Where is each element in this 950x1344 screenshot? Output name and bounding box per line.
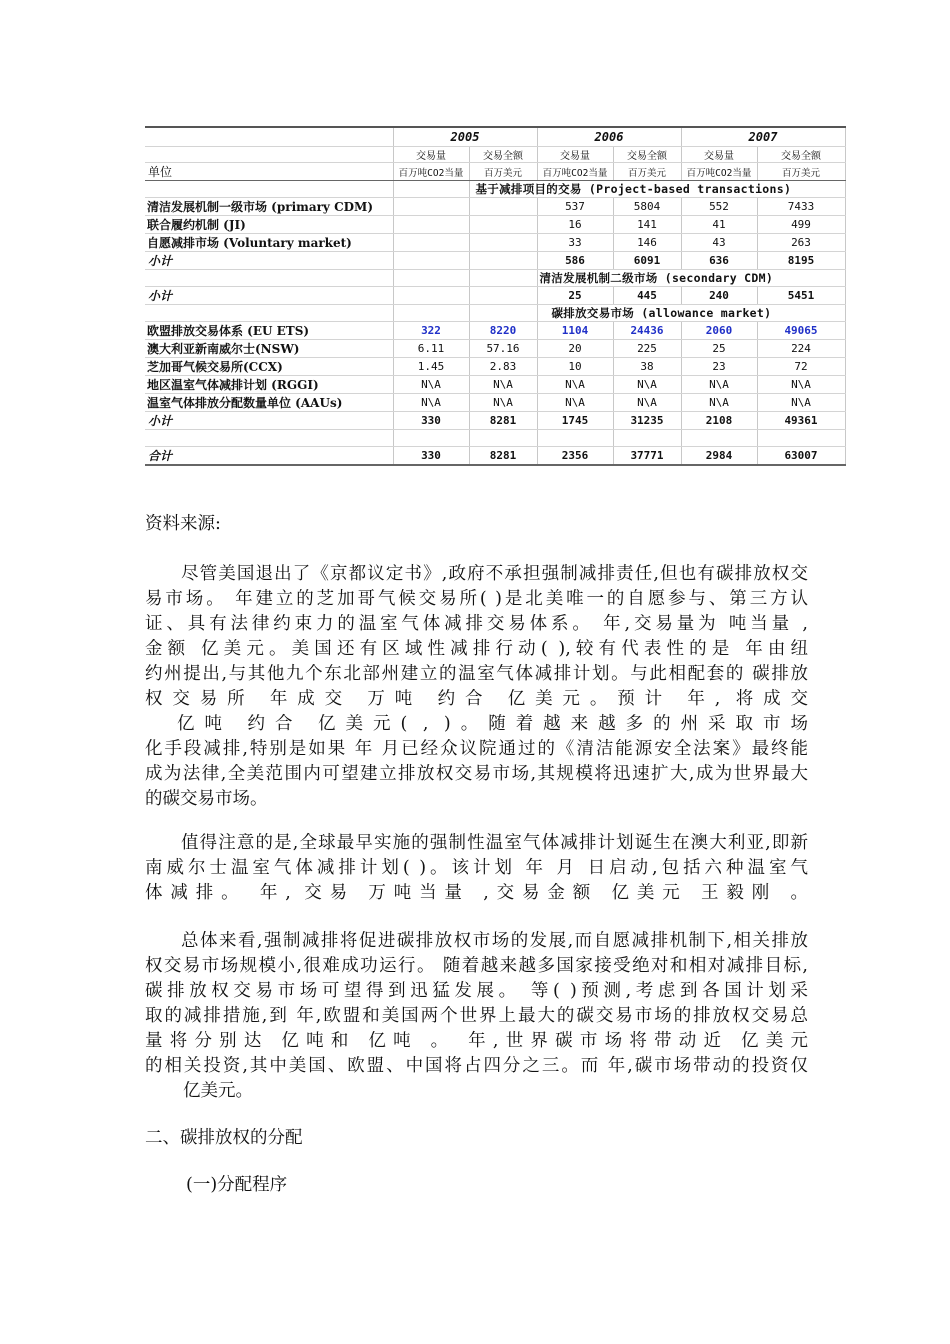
cell: 141	[613, 216, 681, 234]
subtotal-row	[145, 412, 845, 430]
section-secondary-cdm: 清洁发展机制二级市场 (secondary CDM)	[537, 270, 845, 287]
cell	[469, 287, 537, 305]
cell: 240	[681, 287, 757, 305]
cell: 586	[537, 252, 613, 270]
paragraph-line: 量将分别达 亿吨和 亿吨 。 年,世界碳市场将带动近 亿美元	[145, 1031, 808, 1051]
section-header-row	[145, 305, 845, 322]
cell: 2984	[681, 447, 757, 466]
paragraph-line: 成为法律,全美范围内可望建立排放权交易市场,其规模将迅速扩大,成为世界最大	[145, 764, 808, 784]
unit-cell: 百万吨CO2当量	[537, 163, 613, 181]
paragraph-line: 总体来看,强制减排将促进碳排放权市场的发展,而自愿减排机制下,相关排放	[181, 931, 808, 951]
cell: 445	[613, 287, 681, 305]
cell: N\A	[681, 376, 757, 394]
table-row	[145, 358, 845, 376]
cell: 63007	[757, 447, 845, 466]
cell: 25	[537, 287, 613, 305]
row-label: 欧盟排放交易体系 (EU ETS)	[145, 322, 393, 340]
paragraph-line: 碳排放权交易市场可望得到迅猛发展。 等( )预测,考虑到各国计划采	[145, 981, 808, 1001]
cell: 7433	[757, 198, 845, 216]
cell	[393, 198, 469, 216]
col-header: 交易全额	[757, 147, 845, 163]
cell	[393, 287, 469, 305]
cell	[469, 216, 537, 234]
cell	[469, 252, 537, 270]
cell	[393, 216, 469, 234]
cell: N\A	[537, 394, 613, 412]
cell: 1104	[537, 322, 613, 340]
cell	[393, 234, 469, 252]
cell: 72	[757, 358, 845, 376]
section-allowance-market: 碳排放交易市场 (allowance market)	[537, 305, 845, 322]
cell: 10	[537, 358, 613, 376]
cell: 8281	[469, 412, 537, 430]
cell: N\A	[469, 394, 537, 412]
col-header: 交易量	[681, 147, 757, 163]
cell: N\A	[681, 394, 757, 412]
unit-label: 单位	[145, 163, 393, 181]
cell: N\A	[757, 394, 845, 412]
unit-cell: 百万美元	[757, 163, 845, 181]
paragraph-line: 南威尔士温室气体减排计划( )。该计划 年 月 日启动,包括六种温室气	[145, 858, 808, 878]
cell: 263	[757, 234, 845, 252]
subsection-heading: (一)分配程序	[186, 1175, 288, 1195]
year-2007: 2007	[681, 127, 845, 147]
cell: 5804	[613, 198, 681, 216]
row-label: 小计	[145, 252, 393, 270]
table-row	[145, 322, 845, 340]
unit-cell: 百万吨CO2当量	[681, 163, 757, 181]
cell: 224	[757, 340, 845, 358]
unit-cell: 百万美元	[613, 163, 681, 181]
cell: 2060	[681, 322, 757, 340]
cell	[393, 252, 469, 270]
paragraph-line: 的碳交易市场。	[145, 789, 268, 809]
row-label: 自愿减排市场 (Voluntary market)	[145, 234, 393, 252]
cell: 57.16	[469, 340, 537, 358]
cell: 1745	[537, 412, 613, 430]
year-header-row	[145, 127, 845, 147]
paragraph-line: 的相关投资,其中美国、欧盟、中国将占四分之三。而 年,碳市场带动的投资仅	[145, 1056, 808, 1076]
row-label: 澳大利亚新南威尔士(NSW)	[145, 340, 393, 358]
section-project-based: 基于减排项目的交易 (Project-based transactions)	[469, 181, 845, 198]
cell: N\A	[393, 394, 469, 412]
cell: 20	[537, 340, 613, 358]
cell: N\A	[613, 376, 681, 394]
col-header: 交易量	[393, 147, 469, 163]
spacer-row	[145, 430, 845, 447]
cell: 6091	[613, 252, 681, 270]
cell: 25	[681, 340, 757, 358]
paragraph-line: 金额 亿美元。美国还有区域性减排行动( ),较有代表性的是 年由纽	[145, 639, 808, 659]
row-label: 清洁发展机制一级市场 (primary CDM)	[145, 198, 393, 216]
cell: 2356	[537, 447, 613, 466]
carbon-market-table-image	[145, 126, 821, 463]
table-row	[145, 394, 845, 412]
cell: 2108	[681, 412, 757, 430]
paragraph-line: 证、具有法律约束力的温室气体减排交易体系。 年,交易量为 吨当量 ,	[145, 614, 808, 634]
paragraph-line: 亿美元。	[183, 1081, 253, 1101]
col-header: 交易全额	[469, 147, 537, 163]
cell: 552	[681, 198, 757, 216]
year-2006: 2006	[537, 127, 681, 147]
cell: 330	[393, 412, 469, 430]
paragraph-line: 体减排。 年, 交易 万吨当量 ,交易金额 亿美元 王毅刚 。	[145, 883, 808, 903]
cell: 537	[537, 198, 613, 216]
cell: 23	[681, 358, 757, 376]
cell: 5451	[757, 287, 845, 305]
unit-cell: 百万吨CO2当量	[393, 163, 469, 181]
cell: 33	[537, 234, 613, 252]
cell: 49065	[757, 322, 845, 340]
col-header: 交易量	[537, 147, 613, 163]
cell: 37771	[613, 447, 681, 466]
table-row	[145, 216, 845, 234]
cell: 1.45	[393, 358, 469, 376]
cell	[469, 234, 537, 252]
paragraph-line: 取的减排措施,到 年,欧盟和美国两个世界上最大的碳交易市场的排放权交易总	[145, 1006, 808, 1026]
paragraph-line: 值得注意的是,全球最早实施的强制性温室气体减排计划诞生在澳大利亚,即新	[181, 833, 808, 853]
section-header-row	[145, 270, 845, 287]
cell: 636	[681, 252, 757, 270]
cell: 146	[613, 234, 681, 252]
year-2005: 2005	[393, 127, 537, 147]
row-label: 联合履约机制 (JI)	[145, 216, 393, 234]
row-label: 芝加哥气候交易所(CCX)	[145, 358, 393, 376]
column-header-row	[145, 147, 845, 163]
cell: 2.83	[469, 358, 537, 376]
cell: 38	[613, 358, 681, 376]
paragraph-line: 权交易所 年成交 万吨 约合 亿美元。预计 年, 将成交	[145, 689, 808, 709]
paragraph-line: 易市场。 年建立的芝加哥气候交易所( )是北美唯一的自愿参与、第三方认	[145, 589, 808, 609]
row-label: 小计	[145, 412, 393, 430]
cell: 43	[681, 234, 757, 252]
cell: 225	[613, 340, 681, 358]
cell: 31235	[613, 412, 681, 430]
row-label: 小计	[145, 287, 393, 305]
col-header: 交易全额	[613, 147, 681, 163]
source-label: 资料来源:	[145, 514, 221, 534]
cell: 8195	[757, 252, 845, 270]
row-label: 地区温室气体减排计划 (RGGI)	[145, 376, 393, 394]
cell: N\A	[613, 394, 681, 412]
paragraph-line: 权交易市场规模小,很难成功运行。 随着越来越多国家接受绝对和相对减排目标,	[145, 956, 808, 976]
cell: 322	[393, 322, 469, 340]
total-row	[145, 447, 845, 466]
cell: N\A	[757, 376, 845, 394]
cell: 6.11	[393, 340, 469, 358]
cell: 8220	[469, 322, 537, 340]
unit-cell: 百万美元	[469, 163, 537, 181]
table-row	[145, 198, 845, 216]
cell: 16	[537, 216, 613, 234]
table-row	[145, 376, 845, 394]
paragraph-line: 约州提出,与其他九个东北部州建立的温室气体减排计划。与此相配套的 碳排放	[145, 664, 808, 684]
paragraph-line: 亿吨 约合 亿美元( , )。随着越来越多的州采取市场	[177, 714, 808, 734]
cell: N\A	[469, 376, 537, 394]
cell: 499	[757, 216, 845, 234]
section-header-row	[145, 181, 845, 198]
cell	[469, 198, 537, 216]
subtotal-row	[145, 287, 845, 305]
row-label: 合计	[145, 447, 393, 466]
cell: 49361	[757, 412, 845, 430]
cell: 24436	[613, 322, 681, 340]
carbon-market-table	[145, 126, 846, 466]
cell: 330	[393, 447, 469, 466]
cell: N\A	[537, 376, 613, 394]
subtotal-row	[145, 252, 845, 270]
section-heading: 二、碳排放权的分配	[145, 1128, 303, 1148]
table-row	[145, 340, 845, 358]
cell: 41	[681, 216, 757, 234]
paragraph-line: 尽管美国退出了《京都议定书》,政府不承担强制减排责任,但也有碳排放权交	[181, 564, 808, 584]
unit-row	[145, 163, 845, 181]
paragraph-line: 化手段减排,特别是如果 年 月已经众议院通过的《清洁能源安全法案》最终能	[145, 739, 808, 759]
cell: N\A	[393, 376, 469, 394]
cell: 8281	[469, 447, 537, 466]
row-label: 温室气体排放分配数量单位 (AAUs)	[145, 394, 393, 412]
table-row	[145, 234, 845, 252]
